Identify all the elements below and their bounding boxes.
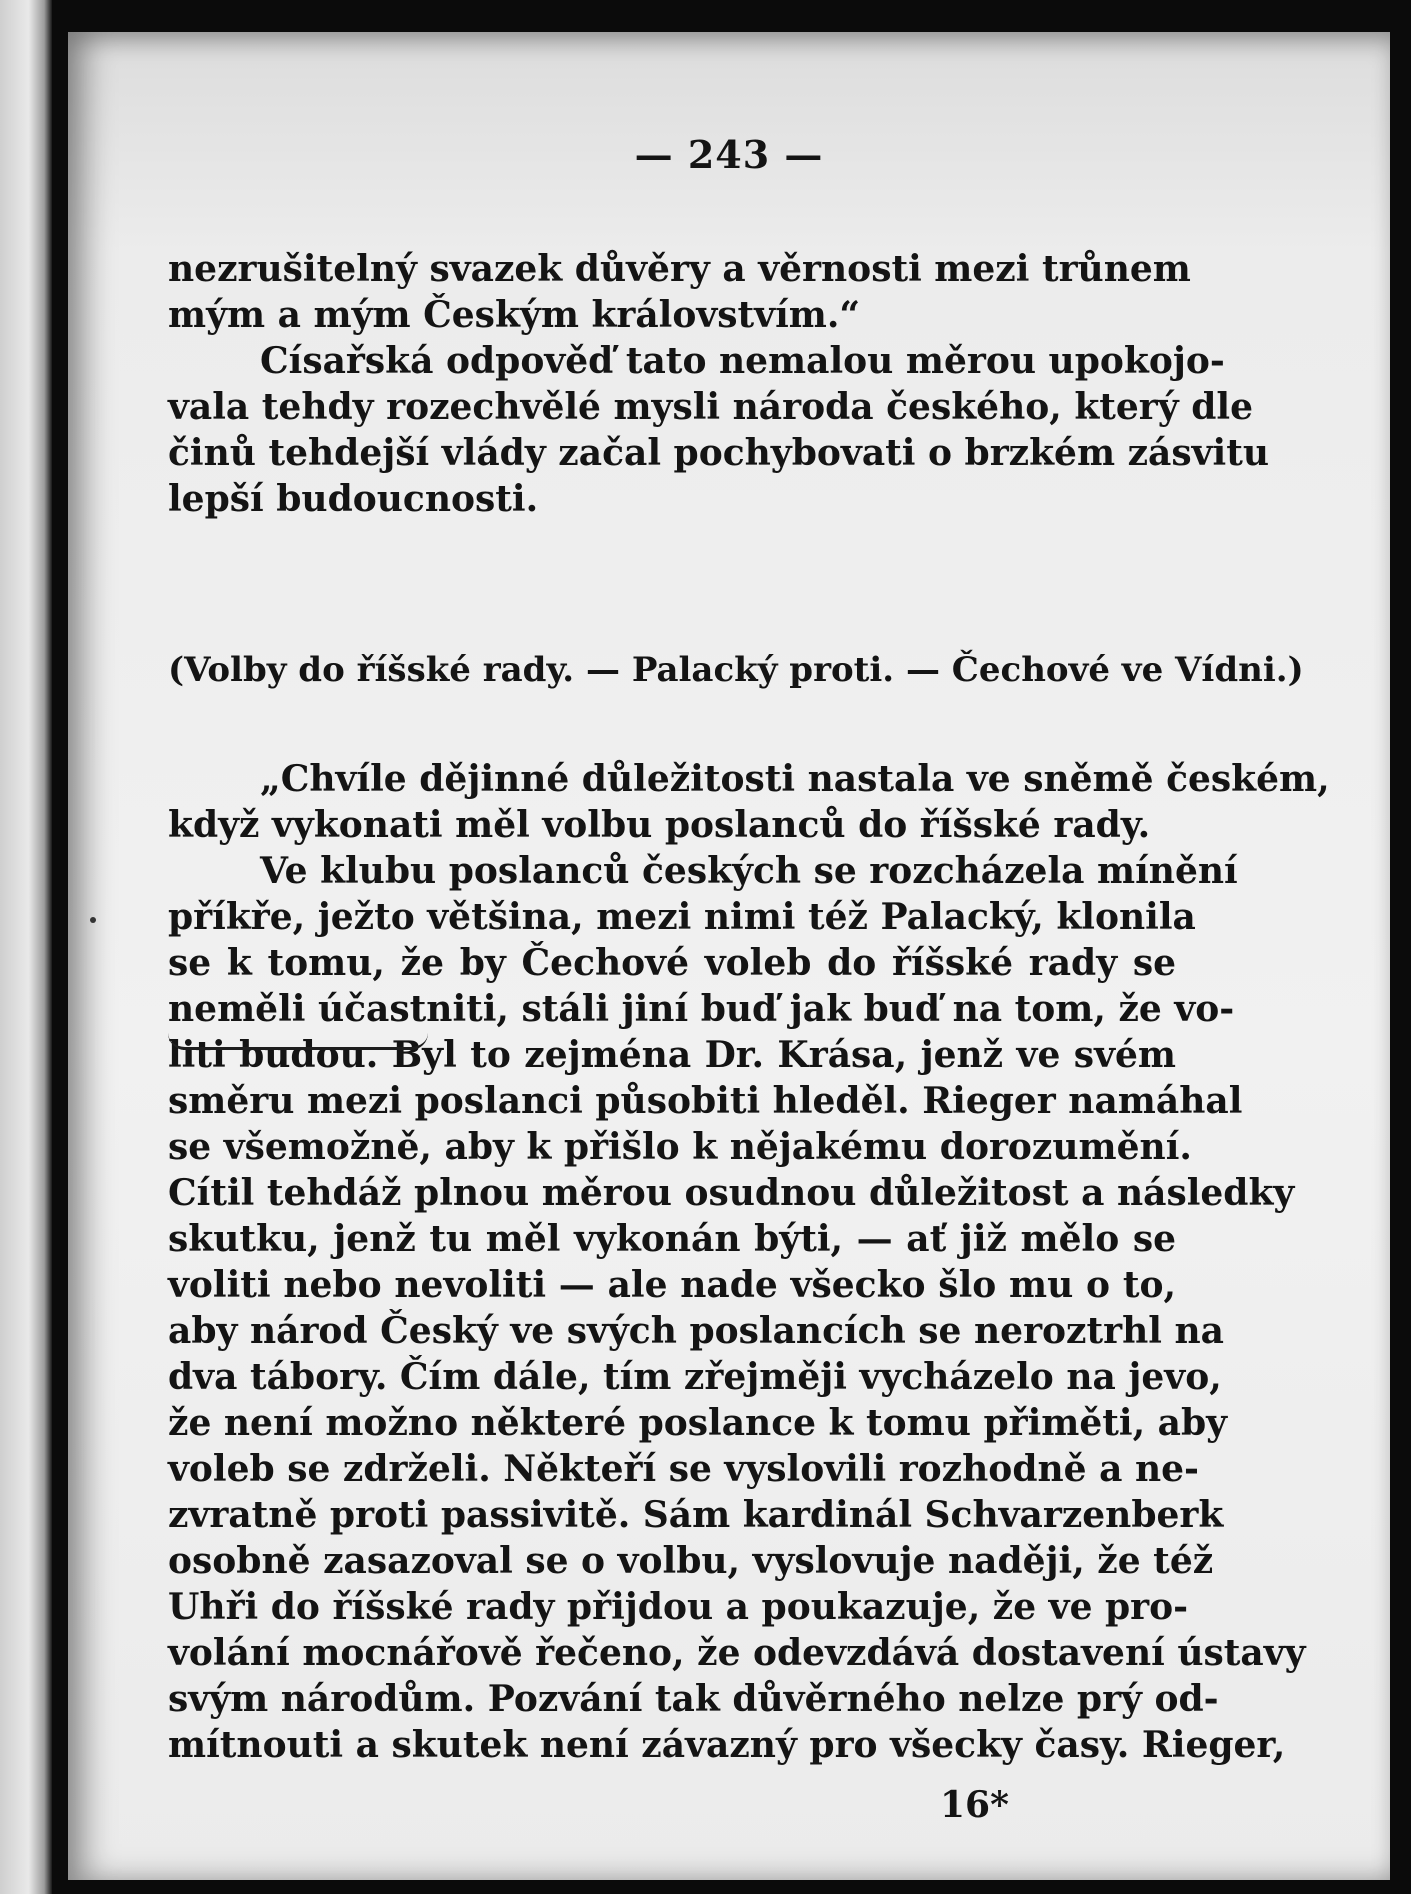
text-line: když vykonati měl volbu poslanců do říšské rady.	[168, 804, 1151, 846]
text-line: liti budou. Byl to zejména Dr. Krása, jenž ve svém	[168, 1034, 1176, 1076]
ink-speck	[90, 917, 96, 923]
text-line: se všemožně, aby k přišlo k nějakému dorozumění.	[168, 1126, 1192, 1168]
page-number: — 243 —	[634, 132, 824, 177]
text-line: činů tehdejší vlády začal pochybovati o brzkém zásvitu	[168, 432, 1270, 474]
text-line: vala tehdy rozechvělé mysli národa českého, který dle	[168, 386, 1253, 428]
paragraph-2	[168, 756, 1330, 1768]
text-line: nezrušitelný svazek důvěry a věrnosti mezi trůnem	[168, 248, 1191, 290]
text-line: voleb se zdrželi. Někteří se vyslovili rozhodně a ne-	[168, 1448, 1199, 1490]
text-line: příkře, ježto většina, mezi nimi též Palacký, klonila	[168, 896, 1196, 938]
text-line: voliti nebo nevoliti — ale nade všecko šlo mu o to,	[168, 1264, 1176, 1306]
text-line: Uhři do říšské rady přijdou a poukazuje, že ve pro-	[168, 1586, 1189, 1628]
text-line: osobně zasazoval se o volbu, vyslovuje naději, že též	[168, 1540, 1214, 1582]
text-line: aby národ Český ve svých poslancích se neroztrhl na	[168, 1310, 1224, 1352]
text-line: Císařská odpověď tato nemalou měrou upokojo-	[260, 340, 1225, 382]
text-line: volání mocnářově řečeno, že odevzdává dostavení ústavy	[168, 1632, 1306, 1674]
text-line: „Chvíle dějinné důležitosti nastala ve sněmě českém,	[260, 758, 1330, 800]
text-line: mým a mým Českým královstvím.“	[168, 294, 861, 336]
text-line: směru mezi poslanci působiti hleděl. Rieger namáhal	[168, 1080, 1243, 1122]
text-line: neměli účastniti, stáli jiní buď jak buď na tom, že vo-	[168, 988, 1235, 1030]
pencil-underline-mark	[168, 1033, 428, 1050]
signature-mark: 16*	[940, 1784, 1009, 1826]
text-line: zvratně proti passivitě. Sám kardinál Schvarzenberk	[168, 1494, 1224, 1536]
section-heading: (Volby do říšské rady. — Palacký proti. — Čechové ve Vídni.)	[168, 650, 1304, 690]
text-line: mítnouti a skutek není závazný pro všecky časy. Rieger,	[168, 1724, 1286, 1766]
text-line: Cítil tehdáž plnou měrou osudnou důležitost a následky	[168, 1172, 1295, 1214]
book-page	[68, 32, 1390, 1880]
text-line: že není možno některé poslance k tomu přiměti, aby	[168, 1402, 1228, 1444]
text-line: lepší budoucnosti.	[168, 478, 539, 520]
text-line: se k tomu, že by Čechové voleb do říšské rady se	[168, 942, 1176, 984]
text-line: dva tábory. Čím dále, tím zřejměji vycházelo na jevo,	[168, 1356, 1222, 1398]
previous-page-edge	[0, 0, 52, 1894]
paragraph-1	[168, 246, 1270, 522]
text-line: skutku, jenž tu měl vykonán býti, — ať již mělo se	[168, 1218, 1176, 1260]
text-line: svým národům. Pozvání tak důvěrného nelze prý od-	[168, 1678, 1219, 1720]
text-line: Ve klubu poslanců českých se rozcházela mínění	[260, 850, 1238, 892]
